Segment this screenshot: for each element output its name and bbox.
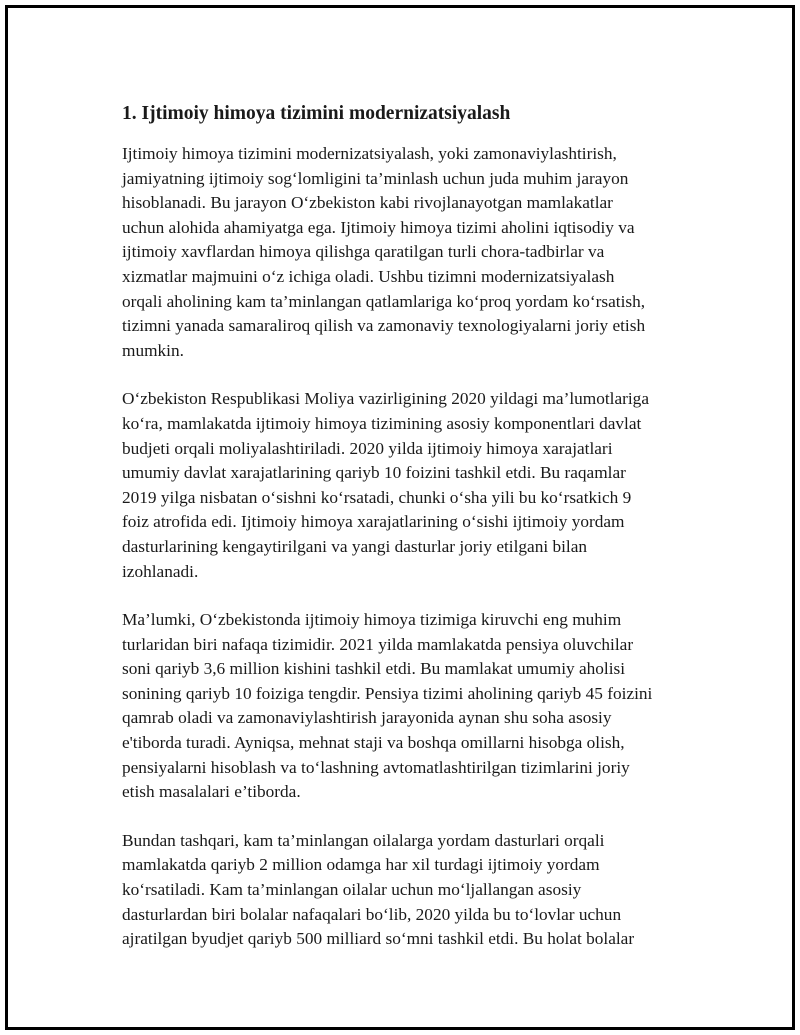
text-line: jamiyatning ijtimoiy sog‘lomligini ta’minlash uchun juda muhim jarayon bbox=[122, 168, 629, 188]
text-line: tizimni yanada samaraliroq qilish va zamonaviy texnologiyalarni joriy etish bbox=[122, 316, 646, 336]
text-line: Ijtimoiy himoya tizimini modernizatsiyalash, yoki zamonaviylashtirish, bbox=[122, 144, 617, 163]
text-line: xizmatlar majmuini o‘z ichiga oladi. Ushbu tizimni modernizatsiyalash bbox=[122, 266, 615, 286]
page-frame bbox=[5, 5, 795, 1030]
text-line: turlaridan biri nafaqa tizimidir. 2021 yilda mamlakatda pensiya oluvchilar bbox=[122, 634, 634, 654]
text-line: e'tiborda turadi. Ayniqsa, mehnat staji va boshqa omillarni hisobga olish, bbox=[122, 733, 625, 753]
text-line: qamrab oladi va zamonaviylashtirish jarayonida aynan shu soha asosiy bbox=[122, 708, 612, 728]
text-line: Bundan tashqari, kam ta’minlangan oilalarga yordam dasturlari orqali bbox=[122, 830, 605, 850]
paragraph bbox=[122, 142, 702, 363]
text-line: ajratilgan byudjet qariyb 500 milliard so‘mni tashkil etdi. Bu holat bolalar bbox=[122, 929, 635, 949]
paragraph bbox=[122, 387, 702, 584]
text-line: pensiyalarni hisoblash va to‘lashning avtomatlashtirilgan tizimlarini joriy bbox=[122, 757, 630, 777]
text-line: foiz atrofida edi. Ijtimoiy himoya xarajatlarining o‘sishi ijtimoiy yordam bbox=[122, 512, 625, 532]
text-line: mamlakatda qariyb 2 million odamga har xil turdagi ijtimoiy yordam bbox=[122, 855, 600, 875]
text-line: soni qariyb 3,6 million kishini tashkil etdi. Bu mamlakat umumiy aholisi bbox=[122, 659, 626, 679]
paragraphs-container bbox=[122, 142, 702, 952]
text-line: hisoblanadi. Bu jarayon O‘zbekiston kabi rivojlanayotgan mamlakatlar bbox=[122, 193, 613, 213]
text-line: orqali aholining kam ta’minlangan qatlamlariga ko‘proq yordam ko‘rsatish, bbox=[122, 291, 646, 311]
text-line: ijtimoiy xavflardan himoya qilishga qaratilgan turli chora-tadbirlar va bbox=[122, 242, 605, 262]
document-body bbox=[122, 100, 702, 976]
section-heading: 1. Ijtimoiy himoya tizimini modernizatsiyalash bbox=[122, 103, 511, 124]
text-line: izohlanadi. bbox=[122, 561, 199, 581]
text-line: dasturlardan biri bolalar nafaqalari bo‘lib, 2020 yilda bu to‘lovlar uchun bbox=[122, 904, 622, 924]
paragraph bbox=[122, 608, 702, 805]
text-line: O‘zbekiston Respublikasi Moliya vazirligining 2020 yildagi ma’lumotlariga bbox=[122, 389, 649, 409]
text-line: uchun alohida ahamiyatga ega. Ijtimoiy himoya tizimi aholini iqtisodiy va bbox=[122, 217, 635, 237]
text-line: sonining qariyb 10 foiziga tengdir. Pensiya tizimi aholining qariyb 45 foizini bbox=[122, 683, 653, 703]
paragraph bbox=[122, 829, 702, 952]
text-line: budjeti orqali moliyalashtiriladi. 2020 yilda ijtimoiy himoya xarajatlari bbox=[122, 438, 613, 458]
text-line: 2019 yilga nisbatan o‘sishni ko‘rsatadi, chunki o‘sha yili bu ko‘rsatkich 9 bbox=[122, 487, 632, 507]
text-line: umumiy davlat xarajatlarining qariyb 10 foizini tashkil etdi. Bu raqamlar bbox=[122, 463, 626, 483]
text-line: mumkin. bbox=[122, 340, 184, 360]
text-line: ko‘ra, mamlakatda ijtimoiy himoya tizimining asosiy komponentlari davlat bbox=[122, 413, 642, 433]
text-line: dasturlarining kengaytirilgani va yangi dasturlar joriy etilgani bilan bbox=[122, 536, 588, 556]
text-line: ko‘rsatiladi. Kam ta’minlangan oilalar uchun mo‘ljallangan asosiy bbox=[122, 880, 582, 900]
text-line: etish masalalari e’tiborda. bbox=[122, 782, 301, 802]
text-line: Ma’lumki, O‘zbekistonda ijtimoiy himoya tizimiga kiruvchi eng muhim bbox=[122, 610, 622, 630]
